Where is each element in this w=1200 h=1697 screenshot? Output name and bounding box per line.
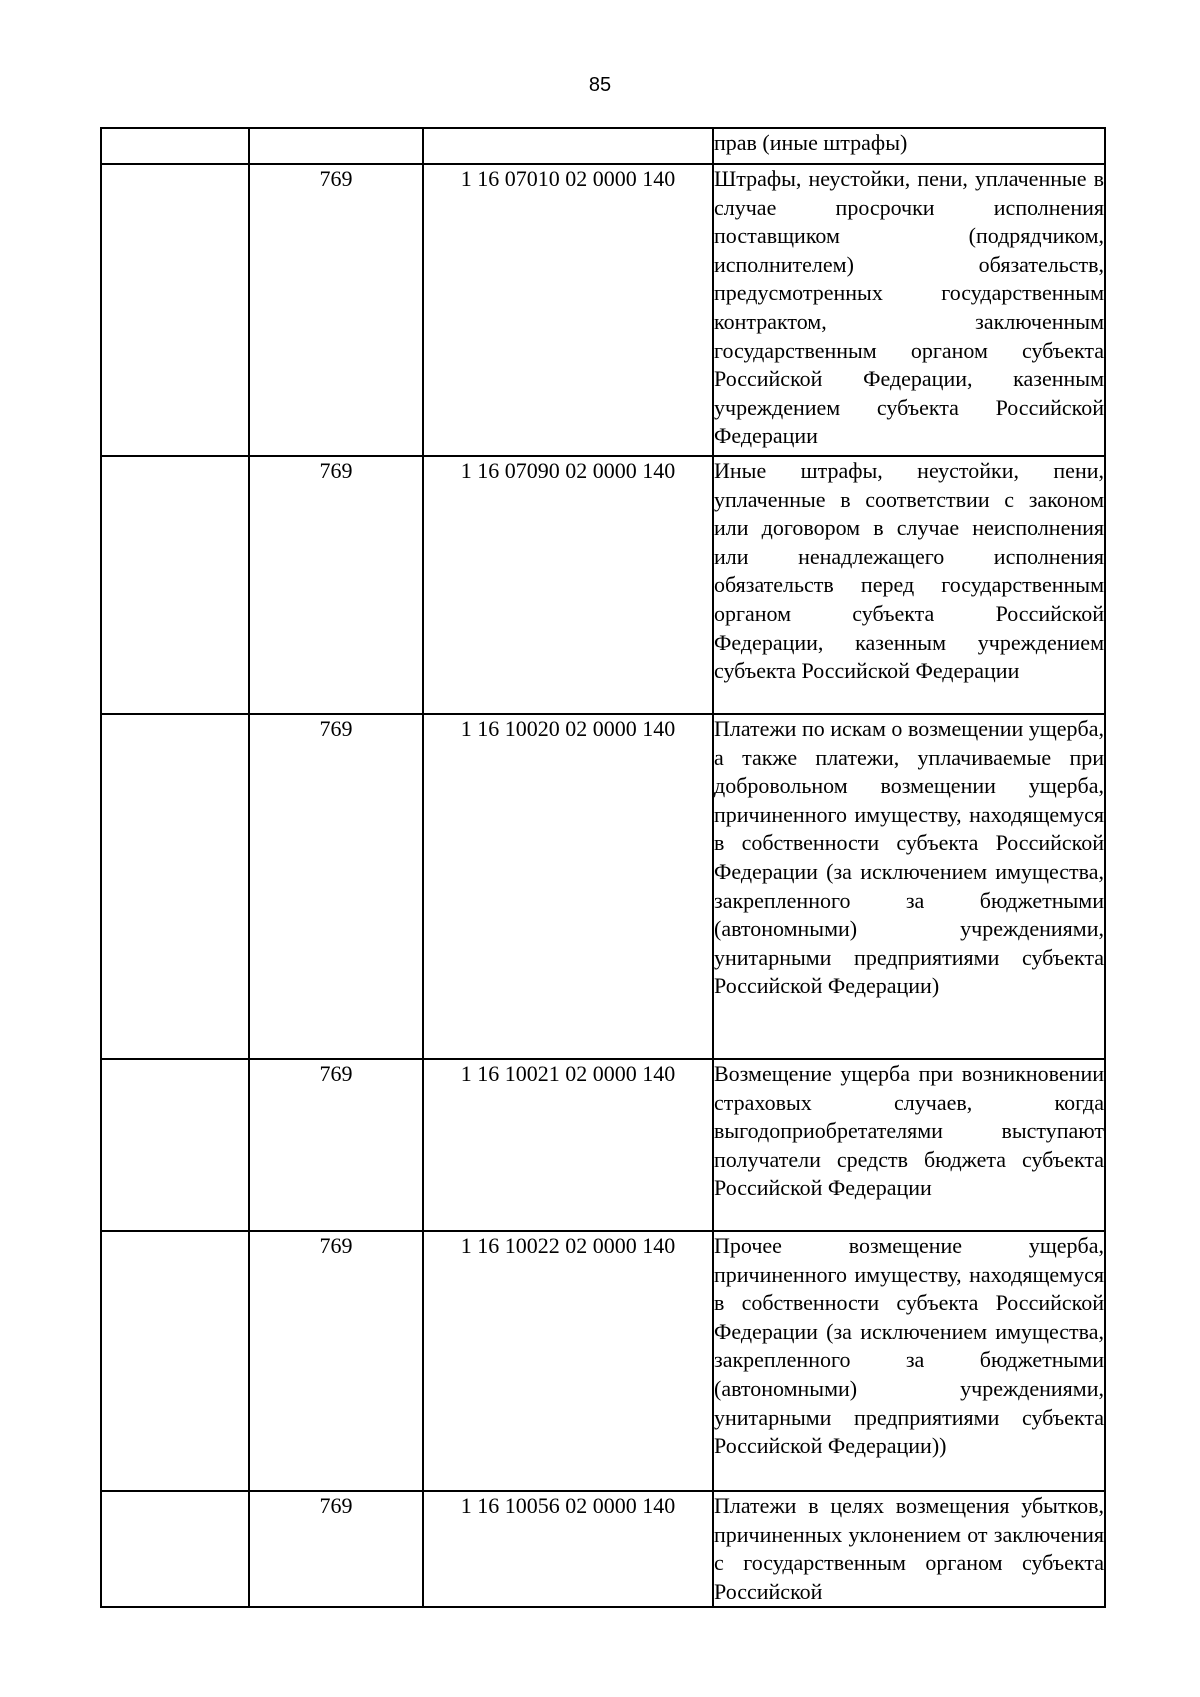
page-number: 85 (588, 74, 612, 96)
description-text: Возмещение ущерба при возникновении страховых случаев, когда выгодоприобретателями выступают получатели средств бюджета субъекта Российской Федерации (714, 1061, 1104, 1201)
table-row (101, 1231, 1105, 1491)
admin-code-cell: 769 (249, 1059, 423, 1231)
description-text: прав (иные штрафы) (714, 130, 908, 155)
description-cell (713, 714, 1105, 1059)
kbk-code-cell: 1 16 07010 02 0000 140 (423, 164, 713, 456)
blank-cell (101, 714, 249, 1059)
table-row (101, 1491, 1105, 1607)
description-text: Платежи по искам о возмещении ущерба, а также платежи, уплачиваемые при добровольном возмещении ущерба, причиненного имуществу, находящемуся в собственности субъекта Российской Федерации (за исключением имущества, закрепленного за бюджетными (автономными) учреждениями, унитарными предприятиями субъекта Российской Федерации) (714, 716, 1104, 999)
description-cell (713, 164, 1105, 456)
table-row (101, 456, 1105, 714)
admin-code-cell: 769 (249, 164, 423, 456)
blank-cell (101, 456, 249, 714)
description-cell (713, 1059, 1105, 1231)
kbk-code-cell: 1 16 10021 02 0000 140 (423, 1059, 713, 1231)
description-text: Прочее возмещение ущерба, причиненного имуществу, находящемуся в собственности субъекта Российской Федерации (за исключением имущества, закрепленного за бюджетными (автономными) учреждениями, унитарными предприятиями субъекта Российской Федерации)) (714, 1233, 1104, 1459)
description-cell (713, 456, 1105, 714)
description-text: Штрафы, неустойки, пени, уплаченные в случае просрочки исполнения поставщиком (подрядчиком, исполнителем) обязательств, предусмотренных государственным контрактом, заключенным государственным органом субъекта Российской Федерации, казенным учреждением субъекта Российской Федерации (714, 166, 1104, 449)
admin-code-cell (249, 128, 423, 164)
admin-code-cell: 769 (249, 1231, 423, 1491)
admin-code-cell: 769 (249, 456, 423, 714)
description-cell (713, 1491, 1105, 1607)
blank-cell (101, 1491, 249, 1607)
blank-cell (101, 1231, 249, 1491)
table-row (101, 164, 1105, 456)
kbk-code-cell: 1 16 10022 02 0000 140 (423, 1231, 713, 1491)
description-text: Платежи в целях возмещения убытков, причиненных уклонением от заключения с государственным органом субъекта Российской (714, 1493, 1104, 1604)
admin-code-cell: 769 (249, 1491, 423, 1607)
description-cell (713, 1231, 1105, 1491)
table-row (101, 128, 1105, 164)
table-row (101, 714, 1105, 1059)
description-cell (713, 128, 1105, 164)
blank-cell (101, 1059, 249, 1231)
kbk-code-cell: 1 16 07090 02 0000 140 (423, 456, 713, 714)
blank-cell (101, 128, 249, 164)
kbk-code-cell: 1 16 10056 02 0000 140 (423, 1491, 713, 1607)
kbk-code-cell: 1 16 10020 02 0000 140 (423, 714, 713, 1059)
revenue-codes-table (100, 127, 1106, 1608)
blank-cell (101, 164, 249, 456)
kbk-code-cell (423, 128, 713, 164)
description-text: Иные штрафы, неустойки, пени, уплаченные в соответствии с законом или договором в случае неисполнения или ненадлежащего исполнения обязательств перед государственным органом субъекта Российской Федерации, казенным учреждением субъекта Российской Федерации (714, 458, 1104, 684)
table-row (101, 1059, 1105, 1231)
admin-code-cell: 769 (249, 714, 423, 1059)
